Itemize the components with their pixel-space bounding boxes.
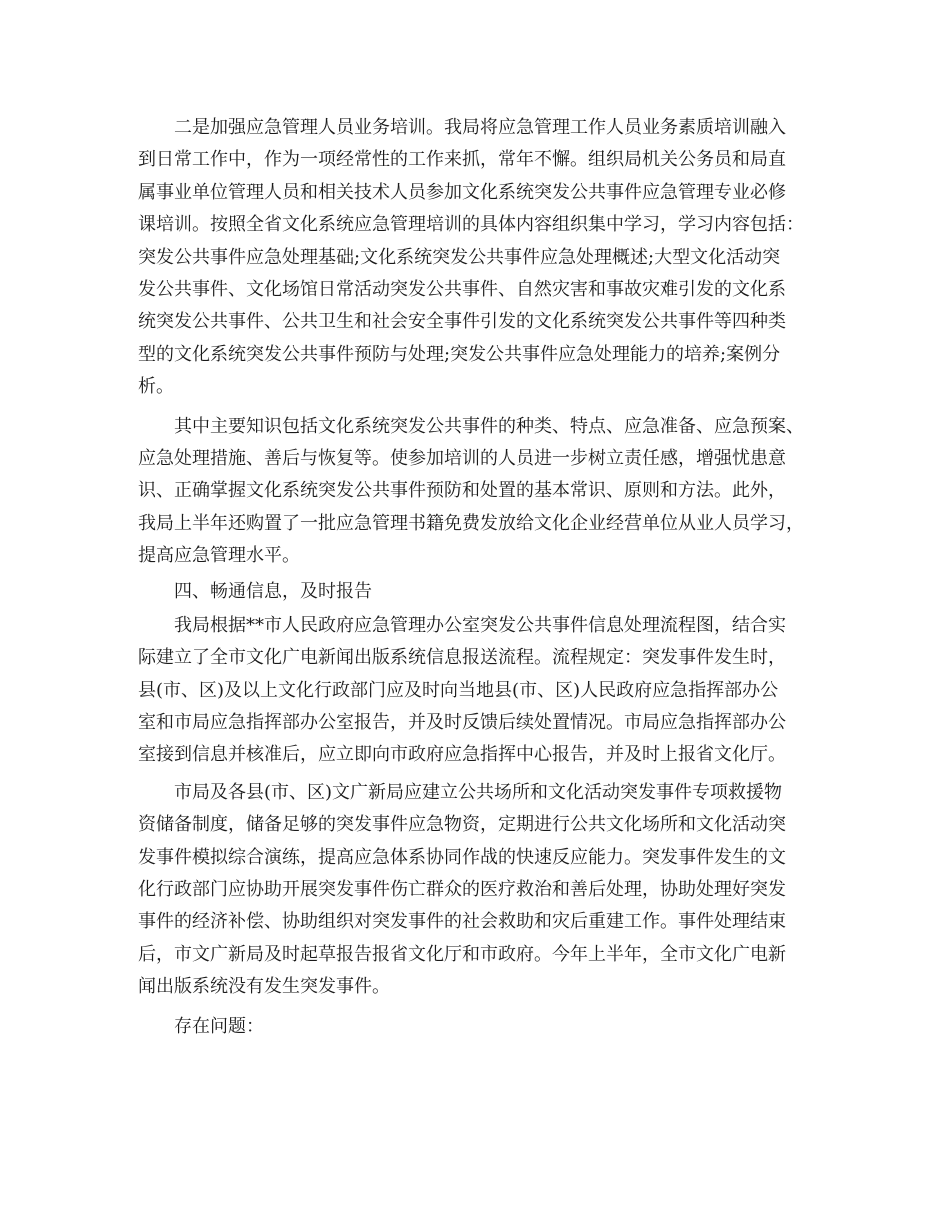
- text-line: 我局上半年还购置了一批应急管理书籍免费发放给文化企业经营单位从业人员学习，: [138, 512, 804, 534]
- text-line: 际建立了全市文化广电新闻出版系统信息报送流程。流程规定：突发事件发生时，: [138, 647, 786, 669]
- text-line: 发公共事件、文化场馆日常活动突发公共事件、自然灾害和事故灾难引发的文化系: [138, 278, 786, 300]
- paragraph-info-flow: [138, 610, 822, 772]
- text-line: 到日常工作中，作为一项经常性的工作来抓，常年不懈。组织局机关公务员和局直: [138, 149, 786, 171]
- text-line: 应急处理措施、善后与恢复等。使参加培训的人员进一步树立责任感，增强忧患意: [138, 447, 786, 469]
- text-line: 资储备制度，储备足够的突发事件应急物资，定期进行公共文化场所和文化活动突: [138, 814, 786, 836]
- section-heading: [138, 576, 822, 608]
- paragraph-training: [138, 112, 822, 404]
- text-line: 后，市文广新局及时起草报告报省文化厅和市政府。今年上半年，全市文化广电新: [138, 943, 786, 965]
- text-line: 课培训。按照全省文化系统应急管理培训的具体内容组织集中学习，学习内容包括：: [138, 214, 804, 236]
- paragraph-knowledge: [138, 411, 822, 573]
- text-line: 型的文化系统突发公共事件预防与处理;突发公共事件应急处理能力的培养;案例分: [138, 343, 781, 365]
- paragraph-problems: [138, 1011, 822, 1043]
- text-line: 二是加强应急管理人员业务培训。我局将应急管理工作人员业务素质培训融入: [174, 117, 786, 138]
- text-line: 存在问题：: [174, 1015, 264, 1037]
- text-line: 县(市、区)及以上文化行政部门应及时向当地县(市、区)人民政府应急指挥部办公: [138, 679, 779, 701]
- text-line: 我局根据**市人民政府应急管理办公室突发公共事件信息处理流程图，结合实: [174, 614, 786, 636]
- text-line: 室和市局应急指挥部办公室报告，并及时反馈后续处置情况。市局应急指挥部办公: [138, 712, 786, 734]
- text-line: 市局及各县(市、区)文广新局应建立公共场所和文化活动突发事件专项救援物: [174, 781, 783, 803]
- paragraph-supplies: [138, 777, 822, 1004]
- text-line: 其中主要知识包括文化系统突发公共事件的种类、特点、应急准备、应急预案、: [174, 415, 804, 437]
- text-line: 识、正确掌握文化系统突发公共事件预防和处置的基本常识、原则和方法。此外，: [138, 480, 786, 502]
- text-line: 室接到信息并核准后，应立即向市政府应急指挥中心报告，并及时上报省文化厅。: [138, 744, 786, 766]
- text-line: 属事业单位管理人员和相关技术人员参加文化系统突发公共事件应急管理专业必修: [138, 181, 786, 203]
- text-line: 统突发公共事件、公共卫生和社会安全事件引发的文化系统突发公共事件等四种类: [138, 311, 786, 333]
- text-line: 提高应急管理水平。: [138, 545, 300, 567]
- heading-line: 四、畅通信息，及时报告: [174, 581, 372, 603]
- text-line: 事件的经济补偿、协助组织对突发事件的社会救助和灾后重建工作。事件处理结束: [138, 911, 786, 933]
- document-page: [138, 112, 822, 1043]
- text-line: 化行政部门应协助开展突发事件伤亡群众的医疗救治和善后处理，协助处理好突发: [138, 878, 786, 900]
- text-line: 闻出版系统没有发生突发事件。: [138, 976, 390, 998]
- text-line: 析。: [138, 376, 174, 398]
- text-line: 突发公共事件应急处理基础;文化系统突发公共事件应急处理概述;大型文化活动突: [138, 246, 781, 268]
- text-line: 发事件模拟综合演练，提高应急体系协同作战的快速反应能力。突发事件发生的文: [138, 846, 786, 868]
